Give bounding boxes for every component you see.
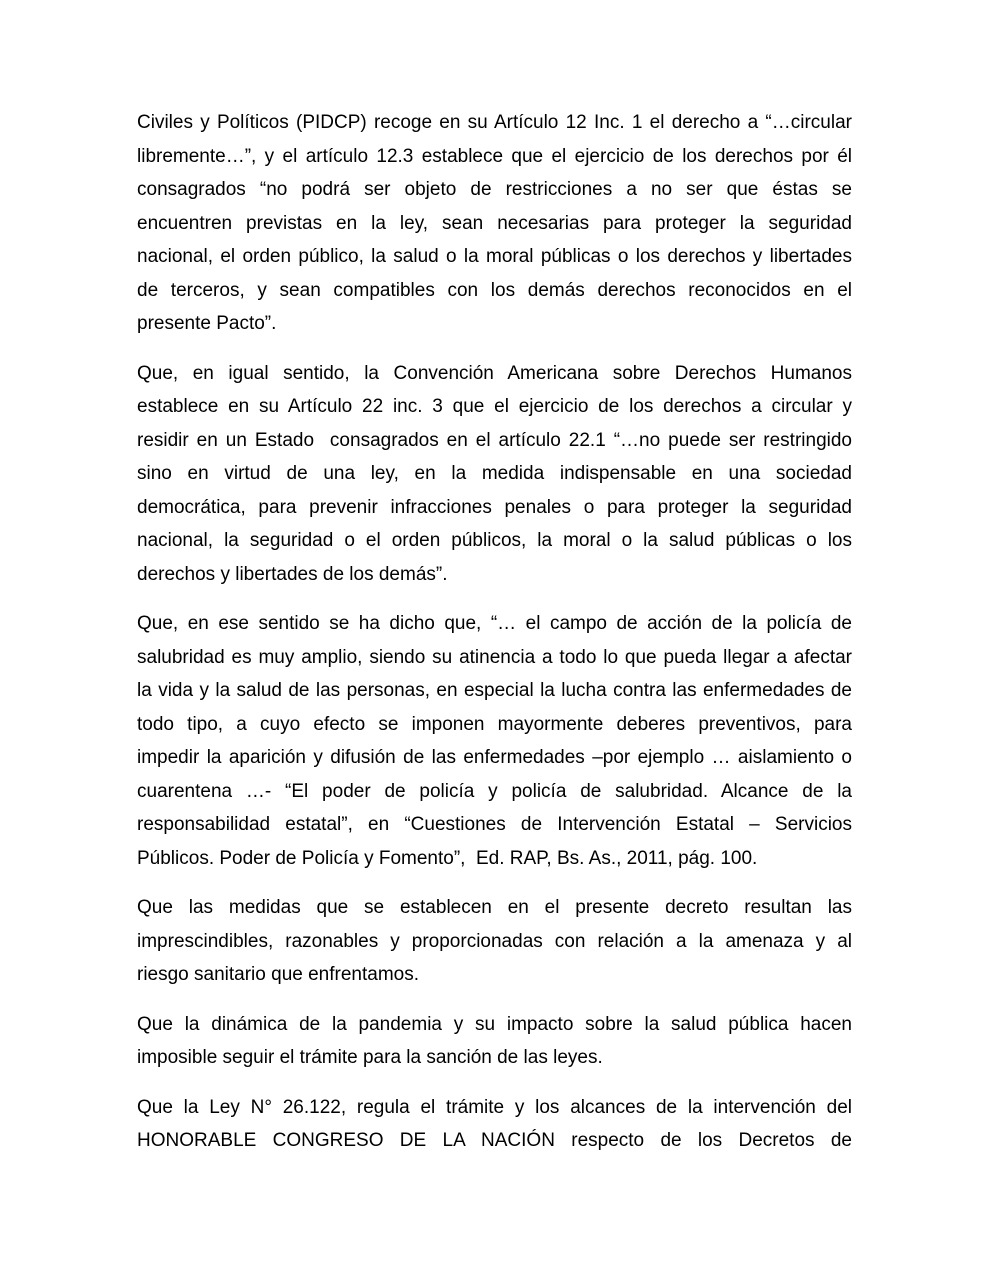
- text-line: imposible seguir el trámite para la sanción de las leyes.: [137, 1047, 603, 1068]
- text-line: consagrados “no podrá ser objeto de restricciones a no ser que éstas se: [137, 179, 852, 200]
- text-line: Civiles y Políticos (PIDCP) recoge en su Artículo 12 Inc. 1 el derecho a “…circular: [137, 112, 852, 133]
- text-line: la vida y la salud de las personas, en especial la lucha contra las enfermedades de: [137, 680, 852, 701]
- text-line: riesgo sanitario que enfrentamos.: [137, 964, 419, 985]
- paragraph-5: [137, 1008, 852, 1075]
- text-line: sino en virtud de una ley, en la medida indispensable en una sociedad: [137, 463, 852, 484]
- text-line: libremente…”, y el artículo 12.3 establece que el ejercicio de los derechos por él: [137, 145, 852, 167]
- text-line: Que las medidas que se establecen en el presente decreto resultan las: [137, 897, 852, 918]
- text-line: de terceros, y sean compatibles con los demás derechos reconocidos en el: [137, 279, 852, 301]
- text-line: Públicos. Poder de Policía y Fomento”, Ed. RAP, Bs. As., 2011, pág. 100.: [137, 847, 758, 869]
- text-line: derechos y libertades de los demás”.: [137, 563, 448, 585]
- paragraph-6: [137, 1091, 852, 1158]
- text-line: Que la Ley N° 26.122, regula el trámite y los alcances de la intervención del: [137, 1096, 852, 1118]
- document-body: [137, 106, 852, 1174]
- text-line: presente Pacto”.: [137, 313, 277, 334]
- text-line: impedir la aparición y difusión de las enfermedades –por ejemplo … aislamiento o: [137, 747, 852, 768]
- paragraph-2: [137, 357, 852, 592]
- text-line: Que, en ese sentido se ha dicho que, “… el campo de acción de la policía de: [137, 613, 852, 634]
- text-line: Que la dinámica de la pandemia y su impacto sobre la salud pública hacen: [137, 1013, 852, 1035]
- text-line: residir en un Estado consagrados en el artículo 22.1 “…no puede ser restringido: [137, 429, 852, 451]
- text-line: todo tipo, a cuyo efecto se imponen mayormente deberes preventivos, para: [137, 713, 852, 735]
- text-line: encuentren previstas en la ley, sean necesarias para proteger la seguridad: [137, 212, 852, 234]
- text-line: responsabilidad estatal”, en “Cuestiones de Intervención Estatal – Servicios: [137, 814, 852, 835]
- paragraph-1: [137, 106, 852, 341]
- paragraph-3: [137, 607, 852, 875]
- text-line: establece en su Artículo 22 inc. 3 que el ejercicio de los derechos a circular y: [137, 396, 852, 417]
- text-line: democrática, para prevenir infracciones penales o para proteger la seguridad: [137, 496, 852, 518]
- paragraph-4: [137, 891, 852, 992]
- text-line: imprescindibles, razonables y proporcionadas con relación a la amenaza y al: [137, 930, 852, 952]
- text-line: cuarentena …- “El poder de policía y policía de salubridad. Alcance de la: [137, 780, 852, 802]
- text-line: Que, en igual sentido, la Convención Americana sobre Derechos Humanos: [137, 362, 852, 384]
- text-line: nacional, el orden público, la salud o la moral públicas o los derechos y libertades: [137, 246, 852, 267]
- text-line: nacional, la seguridad o el orden públicos, la moral o la salud públicas o los: [137, 530, 852, 551]
- text-line: salubridad es muy amplio, siendo su atinencia a todo lo que pueda llegar a afectar: [137, 646, 852, 668]
- text-line: HONORABLE CONGRESO DE LA NACIÓN respecto de los Decretos de: [137, 1130, 852, 1151]
